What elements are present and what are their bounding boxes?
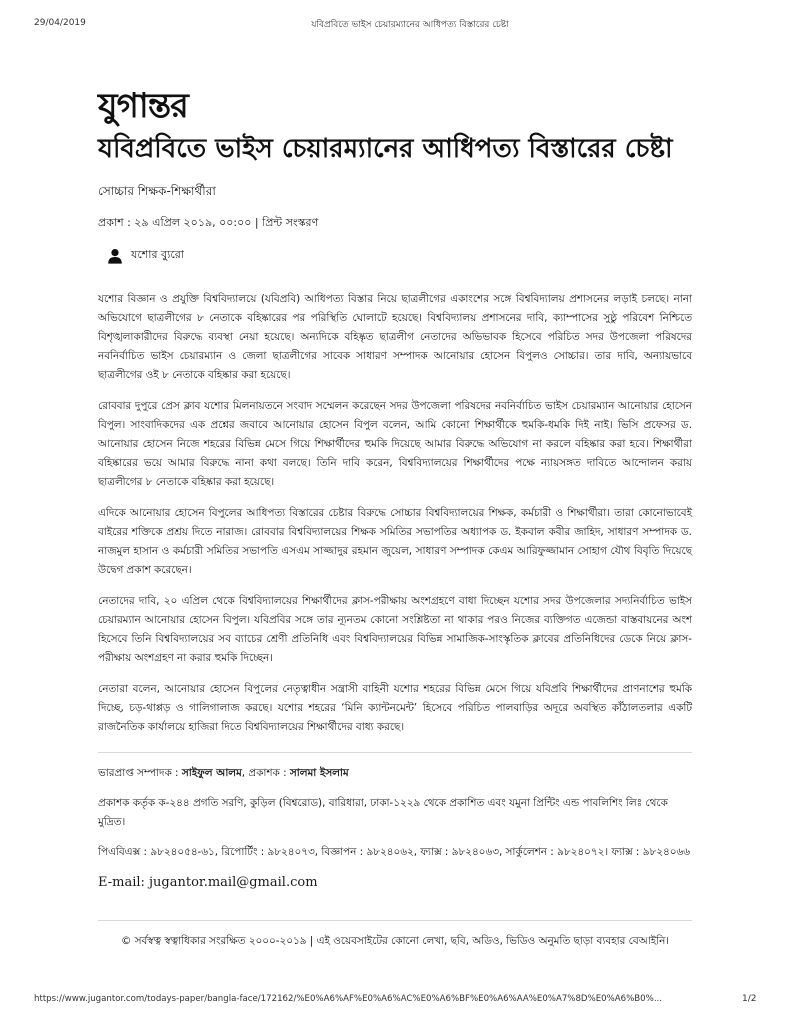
user-icon [107,248,123,264]
article-paragraph: নেতাদের দাবি, ২০ এপ্রিল থেকে বিশ্ববিদ্যালয়ের শিক্ষার্থীদের ক্লাস-পরীক্ষায় অংশগ্রহণে বাধা দিচ্ছেন যশোর সদর উপজেলার সদ্যনির্বাচিত ভাইস চেয়ারম্যান আনোয়ার হোসেন বিপুল। যবিপ্রবির সঙ্গে তার ন্যূনতম কোনো সংশ্লিষ্টতা না থাকার পরও নিজের ব্যক্তিগত এজেন্ডা বাস্তবায়নের অংশ হিসেবে তিনি বিশ্ববিদ্যালয়ের সব ব্যাচের শ্রেণী প্রতিনিধি এবং বিশ্ববিদ্যালয়ের বিভিন্ন সামাজিক-সাংস্কৃতিক ক্লাবের প্রতিনিধিদের ডেকে নিয়ে ক্লাস-পরীক্ষায় অংশগ্রহণ না করার হুমকি দিচ্ছেন। [98,595,692,664]
article-headline: যবিপ্রবিতে ভাইস চেয়ারম্যানের আধিপত্য বিস্তারের চেষ্টা [98,134,673,164]
publisher-label: , প্রকাশক : [241,767,290,779]
publisher-name: সালমা ইসলাম [289,767,349,779]
copyright-notice: © সর্বস্বত্ব স্বত্বাধিকার সংরক্ষিত ২০০০-২০১৯ | এই ওয়েবসাইটের কোনো লেখা, ছবি, অডিও, ভিডিও অনুমতি ছাড়া ব্যবহার বেআইনি। [120,935,670,947]
print-date: 29/04/2019 [34,18,86,28]
byline-text: যশোর ব্যুরো [131,248,184,261]
site-footer [98,764,692,903]
footer-divider [98,752,692,753]
publish-info: প্রকাশ : ২৯ এপ্রিল ২০১৯, ০০:০০ | প্রিন্ট সংস্করণ [98,216,319,229]
editor-name: সাইফুল আলম [181,767,242,779]
article-paragraph: রোববার দুপুরে প্রেস ক্লাব যশোর মিলনায়তনে সংবাদ সম্মেলন করেছেন সদর উপজেলা পরিষদের নবনির্বাচিত ভাইস চেয়ারম্যান আনোয়ার হোসেন বিপুল। সাংবাদিকদের এক প্রশ্নের জবাবে আনোয়ার হোসেন বিপুল বলেন, আমি কোনো শিক্ষার্থীকে হুমকি-ধমকি দিই নাই। ভিসি প্রফেসর ড. আনোয়ার হোসেন নিজে শহরের বিভিন্ন মেসে গিয়ে শিক্ষার্থীদের হুমকি দিয়েছে আমার বিরুদ্ধে অভিযোগ না করলে বহিষ্কার করা হবে। শিক্ষার্থীরা বহিষ্কারের ভয়ে আমার বিরুদ্ধে নানা কথা বলছে। তিনি দাবি করেন, বিশ্ববিদ্যালয়ের শিক্ষার্থীদের পক্ষে ন্যায়সঙ্গত দাবিতে আন্দোলন করায় ছাত্রলীগের ৮ নেতাকে বহিষ্কার করা হয়েছে। [98,400,692,488]
newspaper-logo[interactable]: যুগান্তর [98,86,188,126]
byline [107,246,184,265]
article-paragraph: যশোর বিজ্ঞান ও প্রযুক্তি বিশ্ববিদ্যালয়ে (যবিপ্রবি) আধিপত্য বিস্তার নিয়ে ছাত্রলীগের একাংশের সঙ্গে বিশ্ববিদ্যালয় প্রশাসনের লড়াই চলছে। নানা অভিযোগে ছাত্রলীগের ৮ নেতাকে বহিষ্কারের পর পরিস্থিতি ঘোলাটে হয়েছে। বিশ্ববিদ্যালয় প্রশাসনের দাবি, ক্যাম্পাসের সুষ্ঠু পরিবেশ নিশ্চিতে বিশৃঙ্খলাকারীদের বিরুদ্ধে ব্যবস্থা নেয়া হয়েছে। অন্যদিকে বহিষ্কৃত ছাত্রলীগ নেতাদের অভিভাবক হিসেবে পরিচিত সদর উপজেলা পরিষদের নবনির্বাচিত ভাইস চেয়ারম্যান ও জেলা ছাত্রলীগের সাবেক সাধারণ সম্পাদক আনোয়ার হোসেন বিপুলও সোচ্চার। তার দাবি, অন্যায়ভাবে ছাত্রলীগের ওই ৮ নেতাকে বহিষ্কার করা হয়েছে। [98,293,692,381]
copyright-divider [98,920,692,921]
contact-phones: পিএবিএক্স : ৯৮২৪০৫৪-৬১, রিপোর্টিং : ৯৮২৪০৭৩, বিজ্ঞাপন : ৯৮২৪০৬২, ফ্যাক্স : ৯৮২৪০৬৩, সার্কুলেশন : ৯৮২৪০৭২। ফ্যাক্স : ৯৮২৪০৬৬ [98,846,690,858]
article-body [98,290,692,749]
contact-email[interactable]: E-mail: jugantor.mail@gmail.com [98,875,318,890]
editor-publisher-line [98,764,692,783]
editor-label: ভারপ্রাপ্ত সম্পাদক : [98,767,182,779]
page-number: 1/2 [742,994,757,1004]
publisher-address: প্রকাশক কর্তৃক ক-২৪৪ প্রগতি সরণি, কুড়িল (বিশ্বরোড), বারিধারা, ঢাকা-১২২৯ থেকে প্রকাশিত এবং যমুনা প্রিন্টিং এন্ড পাবলিশিং লিঃ থেকে মুদ্রিত। [98,797,668,828]
article-paragraph: নেতারা বলেন, আনোয়ার হোসেন বিপুলের নেতৃত্বাধীন সন্ত্রাসী বাহিনী যশোর শহরের বিভিন্ন মেসে গিয়ে যবিপ্রবি শিক্ষার্থীদের প্রাণনাশের হুমকি দিচ্ছে, চড়-থাপ্পড় ও গালিগালাজ করছে। যশোর শহরের ‘মিনি ক্যান্টনমেন্ট’ হিসেবে পরিচিত পালবাড়ির অদূরে অবস্থিত কাঁঠালতলার একটি রাজনৈতিক কার্যালয়ে হাজিরা দিতে বিশ্ববিদ্যালয়ের শিক্ষার্থীদের বাধ্য করছে। [98,683,692,733]
print-url: https://www.jugantor.com/todays-paper/bangla-face/172162/%E0%A6%AF%E0%A6%AC%E0%A6%BF%E0%A6%AA%E0%A7%8D%E0%A6%B0%... [34,994,663,1004]
article-paragraph: এদিকে আনোয়ার হোসেন বিপুলের আধিপত্য বিস্তারের চেষ্টার বিরুদ্ধে সোচ্চার বিশ্ববিদ্যালয়ের শিক্ষক, কর্মচারী ও শিক্ষার্থীরা। তারা কোনোভাবেই বাইরের শক্তিকে প্রশ্রয় দিতে নারাজ। রোববার বিশ্ববিদ্যালয়ের শিক্ষক সমিতির সভাপতির অধ্যাপক ড. ইকবাল কবীর জাহিদ, সাধারণ সম্পাদক ড. নাজমুল হাসান ও কর্মচারী সমিতির সভাপতি এসএম সাজ্জাদুর রহমান জুয়েল, সাধারণ সম্পাদক কেএম আরিফুজ্জামান সোহাগ যৌথ বিবৃতি দিয়েছে উদ্বেগ প্রকাশ করেছেন। [98,507,692,576]
article-subheadline: সোচ্চার শিক্ষক-শিক্ষার্থীরা [98,184,216,198]
print-page-title: যবিপ্রবিতে ভাইস চেয়ারম্যানের আধিপত্য বিস্তারের চেষ্টা [311,20,509,30]
